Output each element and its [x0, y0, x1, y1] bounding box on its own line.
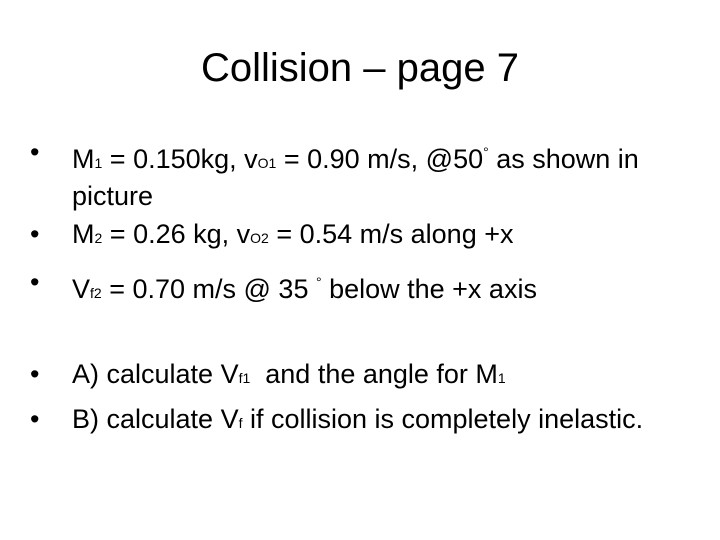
subscript: 2: [94, 230, 103, 246]
bullet-m1-given: [30, 136, 670, 213]
subscript: O1: [257, 155, 277, 171]
text-run: M: [72, 144, 95, 174]
bullet-marker: •: [30, 404, 40, 434]
text-run: A) calculate V: [72, 359, 239, 389]
text-run: and the angle for M: [250, 359, 498, 389]
text-run: = 0.54 m/s along +x: [268, 219, 514, 249]
text-run: B) calculate V: [72, 404, 239, 434]
bullet-text: [72, 358, 670, 395]
bullet-marker: •: [30, 137, 40, 167]
text-run: = 0.90 m/s, @50: [276, 144, 484, 174]
subscript: 1: [497, 370, 506, 386]
degree-symbol: °: [483, 144, 489, 160]
subscript: f2: [90, 285, 102, 301]
text-run: as shown in picture: [72, 144, 639, 211]
subscript: f1: [238, 370, 251, 386]
subscript: f: [238, 415, 243, 431]
bullet-text: [72, 136, 670, 213]
bullet-marker: •: [30, 219, 40, 249]
bullet-marker: •: [30, 267, 40, 297]
text-run: = 0.26 kg, v: [102, 219, 251, 249]
degree-symbol: °: [315, 274, 322, 290]
bullet-text: [72, 403, 670, 440]
bullet-m2-given: [30, 218, 670, 255]
text-run: below the +x axis: [321, 274, 537, 304]
subscript: O2: [250, 230, 269, 246]
text-run: = 0.70 m/s @ 35: [101, 274, 316, 304]
bullet-question-a: [30, 358, 670, 395]
bullet-text: [72, 218, 670, 255]
bullet-marker: •: [30, 359, 40, 389]
text-run: = 0.150kg, v: [102, 144, 258, 174]
text-run: V: [72, 274, 91, 304]
bullet-text: [72, 266, 670, 310]
bullet-question-b: [30, 403, 670, 440]
text-run: M: [72, 219, 95, 249]
slide-title: Collision – page 7: [201, 46, 519, 90]
text-run: if collision is completely inelastic.: [242, 404, 644, 434]
subscript: 1: [94, 155, 103, 171]
bullet-vf2-given: [30, 266, 670, 310]
